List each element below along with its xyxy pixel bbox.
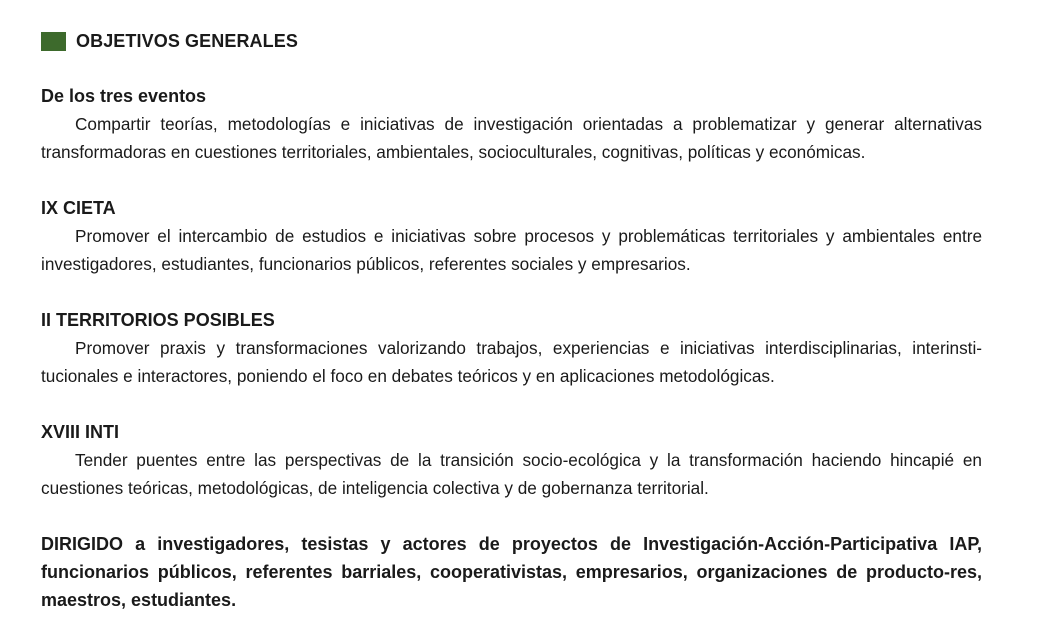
section-tres-eventos (41, 82, 982, 166)
page-title: OBJETIVOS GENERALES (76, 30, 298, 51)
section-title: De los tres eventos (41, 86, 207, 106)
dirigido-paragraph: DIRIGIDO a investigadores, tesistas y actores de proyectos de Investigación-Acción-Participativa IAP, funcionarios públicos, referentes barriales, cooperativistas, empresarios, organizaciones de producto-res, maestros, estudiantes. (41, 534, 982, 610)
section-body: Promover praxis y transformaciones valorizando trabajos, experiencias e iniciativas interdisciplinarias, interinsti-tucionales e interactores, poniendo el foco en debates teóricos y en aplicaciones metodológicas. (41, 338, 982, 386)
section-body: Tender puentes entre las perspectivas de la transición socio-ecológica y la transformación haciendo hincapié en cuestiones teóricas, metodológicas, de inteligencia colectiva y de gobernanza territorial. (41, 450, 982, 498)
section-ix-cieta (41, 194, 982, 278)
section-title: II TERRITORIOS POSIBLES (41, 310, 275, 330)
section-title: IX CIETA (41, 198, 116, 218)
section-body: Promover el intercambio de estudios e iniciativas sobre procesos y problemáticas territoriales y ambientales entre investigadores, estudiantes, funcionarios públicos, referentes sociales y empresarios. (41, 226, 982, 274)
section-body: Compartir teorías, metodologías e iniciativas de investigación orientadas a problematizar y generar alternativas transformadoras en cuestiones territoriales, ambientales, socioculturales, cognitivas, políticas y económicas. (41, 114, 982, 162)
section-xviii-inti (41, 418, 982, 502)
section-territorios-posibles (41, 306, 982, 390)
green-square-marker (41, 32, 66, 51)
section-title: XVIII INTI (41, 422, 120, 442)
section-header (41, 28, 982, 54)
